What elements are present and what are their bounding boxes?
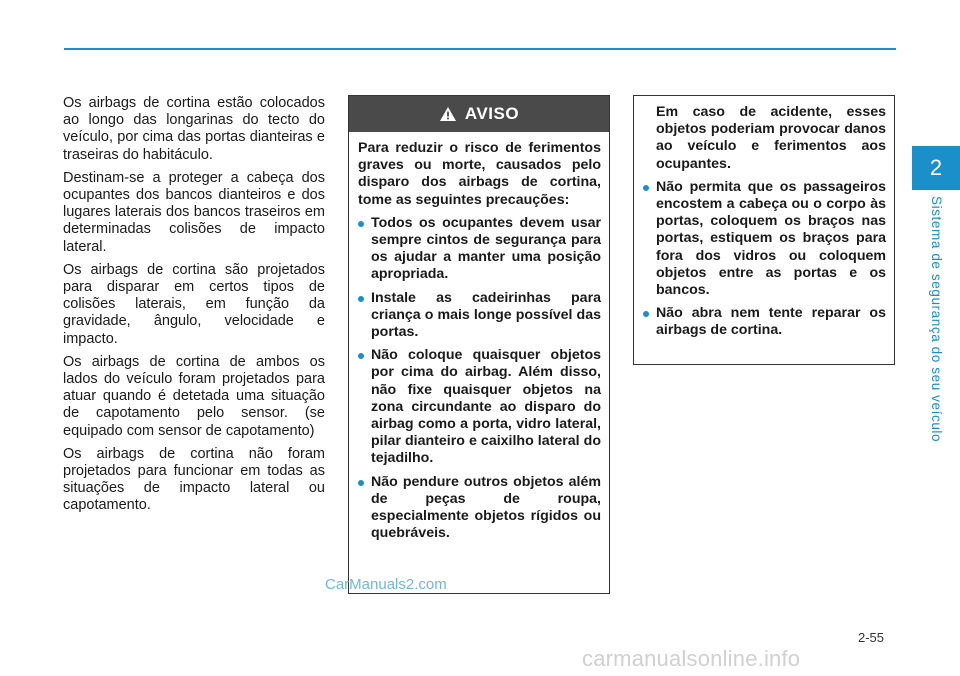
warning-title: AVISO xyxy=(464,104,520,123)
list-item: Não pendure outros objetos além de peças de roupa, especialmente objetos rígidos ou quebráveis. xyxy=(358,474,601,543)
paragraph: Os airbags de cortina estão colocados ao longo das longarinas do tecto do veículo, por cima das portas dianteiras e traseiras do habitáculo. xyxy=(63,95,325,163)
paragraph: Os airbags de cortina não foram projetados para funcionar em todas as situações de impacto lateral ou capotamento. xyxy=(63,445,325,514)
chapter-title: Sistema de segurança do seu veículo xyxy=(929,196,944,443)
warning-triangle-icon xyxy=(439,106,457,122)
paragraph: Os airbags de cortina são projetados para disparar em certos tipos de colisões laterais, em função da gravidade, ângulo, velocidade e impacto. xyxy=(63,261,325,347)
chapter-number-tab[interactable]: 2 xyxy=(912,146,960,190)
list-item: Todos os ocupantes devem usar sempre cintos de segurança para os ajudar a manter uma posição apropriada. xyxy=(358,215,601,284)
header-rule xyxy=(64,48,896,50)
list-item: Não coloque quaisquer objetos por cima do airbag. Além disso, não fixe quaisquer objetos na zona circundante ao disparo do airbag como a porta, vidro lateral, pilar dianteiro e caixilho lateral do tejadilho. xyxy=(358,347,601,467)
page-number: 2-55 xyxy=(858,630,885,645)
list-item: Instale as cadeirinhas para criança o mais longe possível das portas. xyxy=(358,290,601,342)
warning-continuation: Em caso de acidente, esses objetos poderiam provocar danos ao veículo e ferimentos aos ocupantes. xyxy=(656,104,886,172)
watermark-bottom: carmanualsonline.info xyxy=(582,646,801,671)
warning-continued-list xyxy=(643,179,886,340)
warning-box xyxy=(348,95,610,594)
paragraph: Destinam-se a proteger a cabeça dos ocupantes dos bancos dianteiros e dos lugares laterais dos bancos traseiros em determinadas colisões de impacto lateral. xyxy=(63,169,325,255)
left-column xyxy=(63,95,325,521)
list-item: Não abra nem tente reparar os airbags de cortina. xyxy=(643,305,886,339)
paragraph: Os airbags de cortina de ambos os lados do veículo foram projetados para atuar quando é detetada uma situação de capotamento pelo sensor. (se equipado com sensor de capotamento) xyxy=(63,353,325,439)
warning-continued-box xyxy=(633,95,895,365)
warning-bullet-list xyxy=(358,215,601,543)
warning-intro: Para reduzir o risco de ferimentos graves ou morte, causados pelo disparo dos airbags de cortina, tome as seguintes precauções: xyxy=(358,140,601,208)
watermark-top: CarManuals2.com xyxy=(325,576,447,593)
warning-header xyxy=(349,96,609,132)
warning-body xyxy=(349,132,609,542)
list-item: Não permita que os passageiros encostem a cabeça ou o corpo às portas, coloquem os braços nas portas, estiquem os braços para fora dos vidros ou coloquem objetos entre as portas e os bancos. xyxy=(643,179,886,299)
